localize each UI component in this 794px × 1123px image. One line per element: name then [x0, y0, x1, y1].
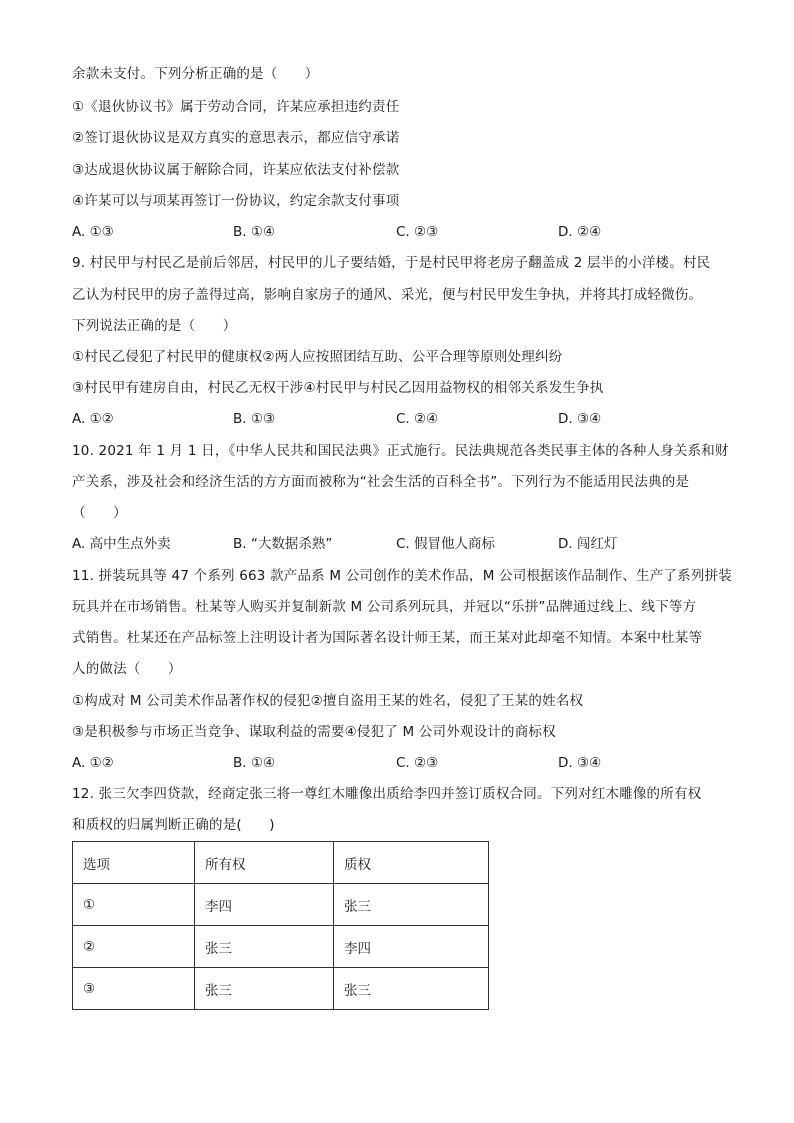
q8-option-d: D. ②④ — [558, 224, 602, 240]
q11-stem-line-2: 玩具并在市场销售。杜某等人购买并复制新款 M 公司系列玩具，并冠以“乐拼”品牌通过线上、线下等方 — [72, 599, 697, 615]
table-row — [73, 926, 489, 968]
table-cell: ③ — [73, 968, 195, 1010]
q10-stem-line-1: 10. 2021 年 1 月 1 日，《中华人民共和国民法典》正式施行。民法典规范各类民事主体的各种人身关系和财 — [72, 443, 729, 459]
q8-option-c: C. ②③ — [396, 224, 439, 240]
q10-option-a: A. 高中生点外卖 — [72, 536, 171, 552]
q11-item-line-1: ①构成对 M 公司美术作品著作权的侵犯②擅自盗用王某的姓名，侵犯了王某的姓名权 — [72, 693, 584, 709]
q9-option-b: B. ①③ — [233, 411, 276, 427]
q8-item-3: ③达成退伙协议属于解除合同，许某应依法支付补偿款 — [72, 162, 400, 178]
q11-item-line-2: ③是积极参与市场正当竞争、谋取利益的需要④侵犯了 M 公司外观设计的商标权 — [72, 724, 556, 740]
q11-stem-line-4: 人的做法（ ） — [72, 661, 182, 677]
q9-option-d: D. ③④ — [558, 411, 602, 427]
table-cell: 张三 — [195, 926, 334, 968]
q11-option-d: D. ③④ — [558, 755, 602, 771]
q9-item-line-2: ③村民甲有建房自由，村民乙无权干涉④村民甲与村民乙因用益物权的相邻关系发生争执 — [72, 380, 604, 396]
q9-option-a: A. ①② — [72, 411, 114, 427]
table-row — [73, 884, 489, 926]
q11-option-a: A. ①② — [72, 755, 114, 771]
table-cell: ① — [73, 884, 195, 926]
q10-option-b: B. “大数据杀熟” — [233, 536, 333, 552]
table-header-cell: 选项 — [73, 842, 195, 884]
q12-table — [72, 841, 489, 1010]
q8-item-1: ①《退伙协议书》属于劳动合同，许某应承担违约责任 — [72, 99, 400, 115]
table-header-cell: 质权 — [334, 842, 489, 884]
q11-stem-line-3: 式销售。杜某还在产品标签上注明设计者为国际著名设计师王某，而王某对此却毫不知情。本案中杜某等 — [72, 630, 703, 646]
table-cell: 张三 — [195, 968, 334, 1010]
q8-stem-tail: 余款未支付。下列分析正确的是（ ） — [72, 66, 319, 82]
q12-stem-line-1: 12. 张三欠李四贷款，经商定张三将一尊红木雕像出质给李四并签订质权合同。下列对红木雕像的所有权 — [72, 786, 702, 802]
q8-option-b: B. ①④ — [233, 224, 276, 240]
table-row — [73, 968, 489, 1010]
table-header-row — [73, 842, 489, 884]
q9-stem-line-2: 乙认为村民甲的房子盖得过高，影响自家房子的通风、采光，便与村民甲发生争执，并将其打成轻微伤。 — [72, 287, 703, 303]
q10-stem-line-2: 产关系，涉及社会和经济生活的方方面而被称为“社会生活的百科全书”。下列行为不能适用民法典的是 — [72, 474, 690, 490]
q8-item-2: ②签订退伙协议是双方真实的意思表示，都应信守承诺 — [72, 130, 400, 146]
table-cell: 李四 — [195, 884, 334, 926]
q10-stem-line-3: （ ） — [72, 505, 127, 521]
table-cell: 张三 — [334, 968, 489, 1010]
table-cell: ② — [73, 926, 195, 968]
table-cell: 李四 — [334, 926, 489, 968]
q11-option-b: B. ①④ — [233, 755, 276, 771]
q9-stem-line-1: 9. 村民甲与村民乙是前后邻居，村民甲的儿子要结婚，于是村民甲将老房子翻盖成 2 层半的小洋楼。村民 — [72, 255, 711, 271]
table-cell: 张三 — [334, 884, 489, 926]
table-header-cell: 所有权 — [195, 842, 334, 884]
q11-option-c: C. ②③ — [396, 755, 439, 771]
q8-option-a: A. ①③ — [72, 224, 114, 240]
q11-stem-line-1: 11. 拼装玩具等 47 个系列 663 款产品系 M 公司创作的美术作品，M 公司根据该作品制作、生产了系列拼装 — [72, 568, 732, 584]
q12-stem-line-2: 和质权的归属判断正确的是( ) — [72, 817, 275, 833]
q9-item-line-1: ①村民乙侵犯了村民甲的健康权②两人应按照团结互助、公平合理等原则处理纠纷 — [72, 349, 563, 365]
q9-stem-line-3: 下列说法正确的是（ ） — [72, 318, 237, 334]
q10-option-d: D. 闯红灯 — [558, 536, 618, 552]
q9-option-c: C. ②④ — [396, 411, 439, 427]
q10-option-c: C. 假冒他人商标 — [396, 536, 496, 552]
q8-item-4: ④许某可以与项某再签订一份协议，约定余款支付事项 — [72, 193, 400, 209]
